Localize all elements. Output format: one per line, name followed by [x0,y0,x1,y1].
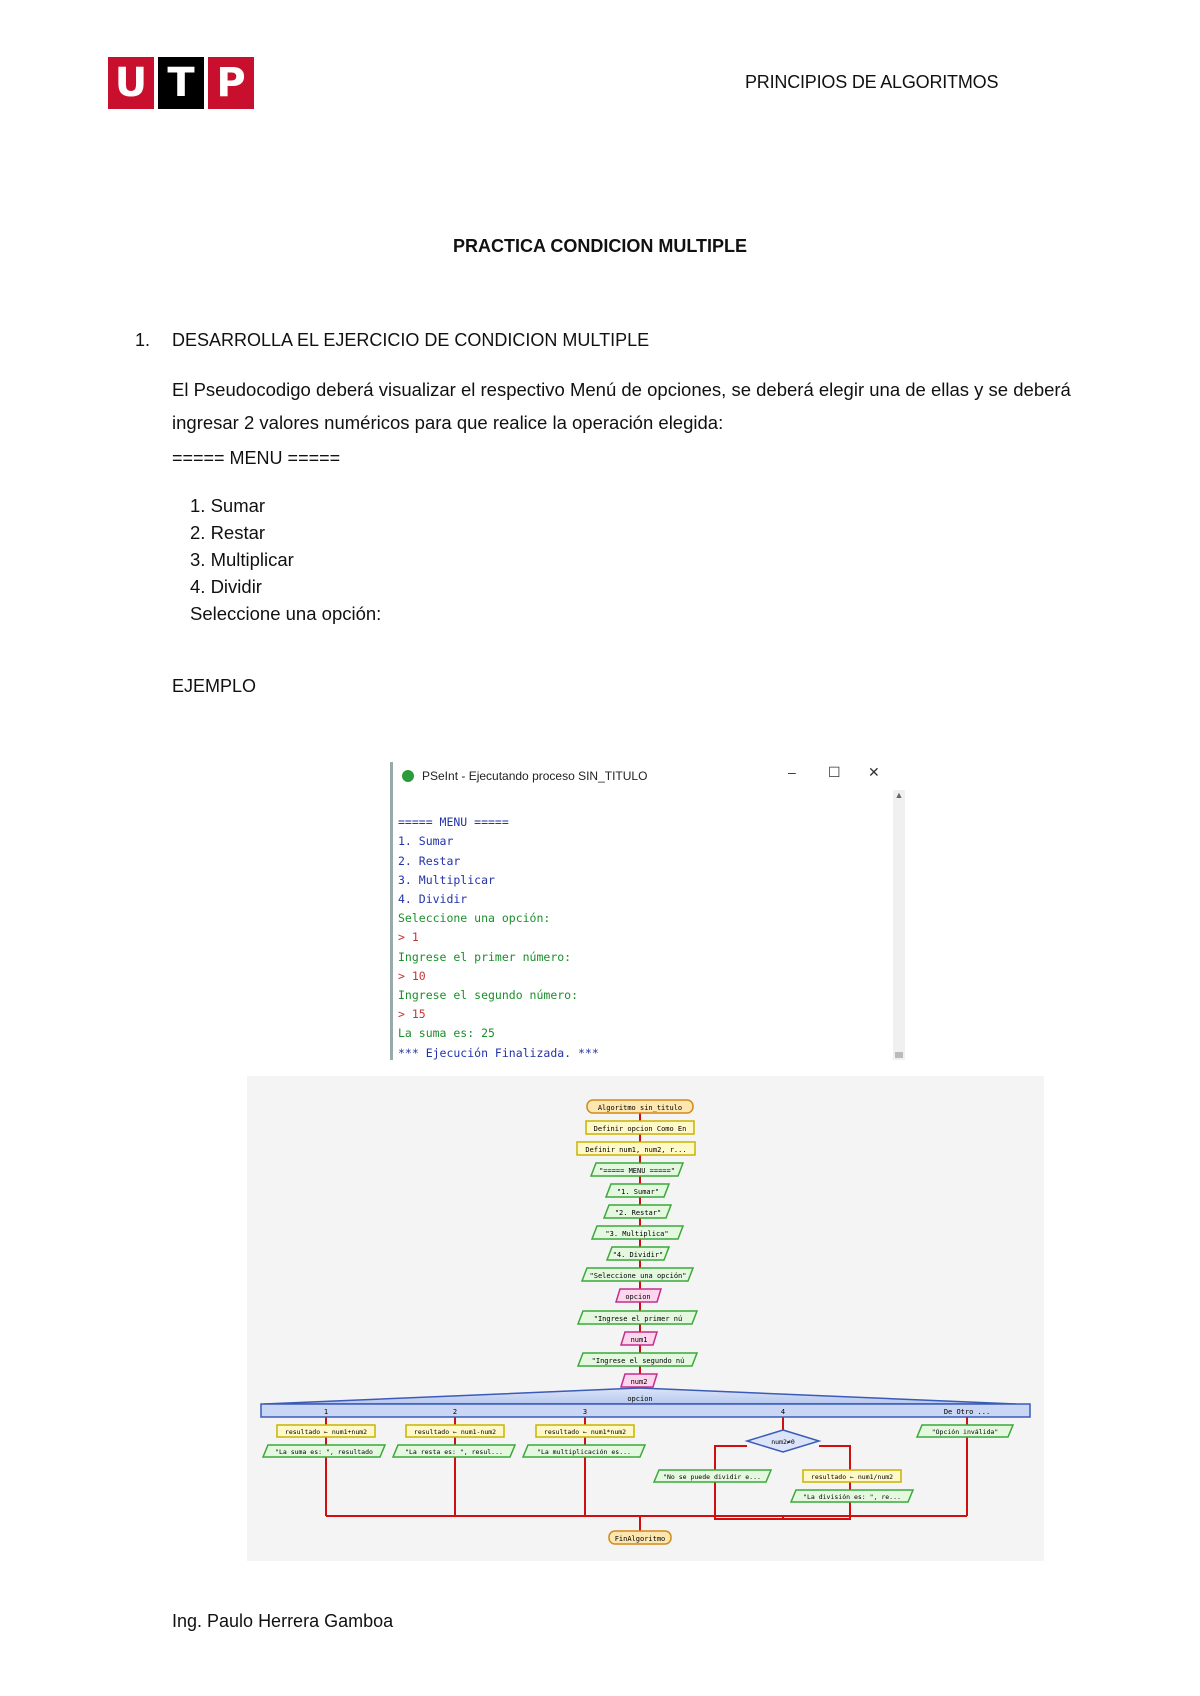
flow-case-label: 1 [323,1408,329,1416]
flow-decision-label: num2≠0 [771,1438,795,1446]
flow-output-label: "1. Sumar" [616,1188,660,1196]
item-number: 1. [135,330,151,350]
console-line: *** Ejecución Finalizada. *** [398,1045,599,1060]
flow-output-label: "Ingrese el segundo nú [591,1357,685,1365]
menu-prompt: Seleccione una opción: [190,603,382,624]
flow-output-label: "Opción inválida" [931,1428,999,1436]
flow-output-label: "La división es: ", re... [803,1493,901,1501]
author-name: Ing. Paulo Herrera Gamboa [172,1611,394,1631]
flow-output-label: "La resta es: ", resul... [405,1448,503,1456]
flow-output-label: "No se puede dividir e... [663,1473,761,1481]
console-output [398,794,599,1101]
console-line: 4. Dividir [398,892,468,907]
flow-start-label: Algoritmo sin_titulo [597,1104,683,1112]
console-input-line: > 1 [398,930,419,945]
example-label: EJEMPLO [172,676,257,696]
flow-define-label: Definir opcion Como En [593,1125,687,1133]
flow-output-label: "La multiplicación es... [537,1448,631,1456]
flow-assign-label: resultado ← num1+num2 [284,1428,368,1436]
console-line: ===== MENU ===== [398,815,509,830]
menu-item: 4. Dividir [190,576,262,597]
console-line: Seleccione una opción: [398,911,551,926]
console-titlebar [402,764,647,788]
console-title: PSeInt - Ejecutando proceso SIN_TITULO [422,769,648,783]
instructions-paragraph: El Pseudocodigo deberá visualizar el respectivo Menú de opciones, se deberá elegir una de ellas y se deberá ingresar 2 valores numéricos para que realice la operación elegida: [172,379,1071,433]
console-line: La suma es: 25 [398,1026,495,1041]
flow-output-label: "===== MENU =====" [599,1167,675,1175]
logo-letter-u: U [108,57,154,109]
console-line: Ingrese el primer número: [398,949,572,964]
console-line: 3. Multiplicar [398,872,495,887]
close-icon[interactable]: ✕ [868,764,880,780]
menu-item: 3. Multiplicar [190,549,294,570]
menu-list [190,492,381,627]
menu-heading: ===== MENU ===== [172,448,341,468]
console-scrollbar[interactable] [893,790,905,1060]
item-heading: DESARROLLA EL EJERCICIO DE CONDICION MULTIPLE [172,330,650,350]
course-name: PRINCIPIOS DE ALGORITMOS [745,72,999,92]
flow-output-label: "Ingrese el primer nú [593,1315,683,1323]
flowchart-image [247,1076,1044,1561]
maximize-icon[interactable]: ☐ [828,764,841,780]
scroll-up-icon[interactable]: ▲ [894,790,904,800]
pseint-app-icon [402,770,414,782]
console-line: 1. Sumar [398,834,454,849]
logo-letter-t: T [158,57,204,109]
flow-case-label: 3 [582,1408,588,1416]
console-line: Ingrese el segundo número: [398,988,579,1003]
flow-read-label: num1 [630,1336,648,1344]
flow-switch-cases-bar [261,1404,1030,1417]
flow-output-label: "2. Restar" [614,1209,662,1217]
flow-define-label: Definir num1, num2, r... [585,1146,687,1154]
flow-end-label: FinAlgoritmo [614,1535,666,1543]
flow-output-label: "3. Multiplica" [605,1230,669,1238]
flow-switch-label: opcion [627,1395,653,1403]
console-input-line: > 15 [398,1007,426,1022]
menu-item: 2. Restar [190,522,266,543]
console-input-line: > 10 [398,968,426,983]
menu-item: 1. Sumar [190,495,266,516]
utp-logo [108,57,254,109]
page-title: PRACTICA CONDICION MULTIPLE [453,236,747,256]
flow-case-label: 4 [780,1408,786,1416]
flow-assign-label: resultado ← num1/num2 [810,1473,894,1481]
console-window [390,762,905,1060]
flow-output-label: "4. Dividir" [612,1251,664,1259]
flow-case-label: 2 [452,1408,458,1416]
flow-output-label: "La suma es: ", resultado [275,1448,373,1456]
flow-case-label: De Otro ... [943,1408,991,1416]
flow-assign-label: resultado ← num1*num2 [543,1428,627,1436]
flow-read-label: opcion [625,1293,651,1301]
console-line: 2. Restar [398,853,461,868]
flow-assign-label: resultado ← num1-num2 [413,1428,497,1436]
flow-read-label: num2 [630,1378,648,1386]
logo-letter-p: P [208,57,254,109]
minimize-icon[interactable]: – [788,764,796,780]
flow-output-label: "Seleccione una opción" [589,1272,687,1280]
